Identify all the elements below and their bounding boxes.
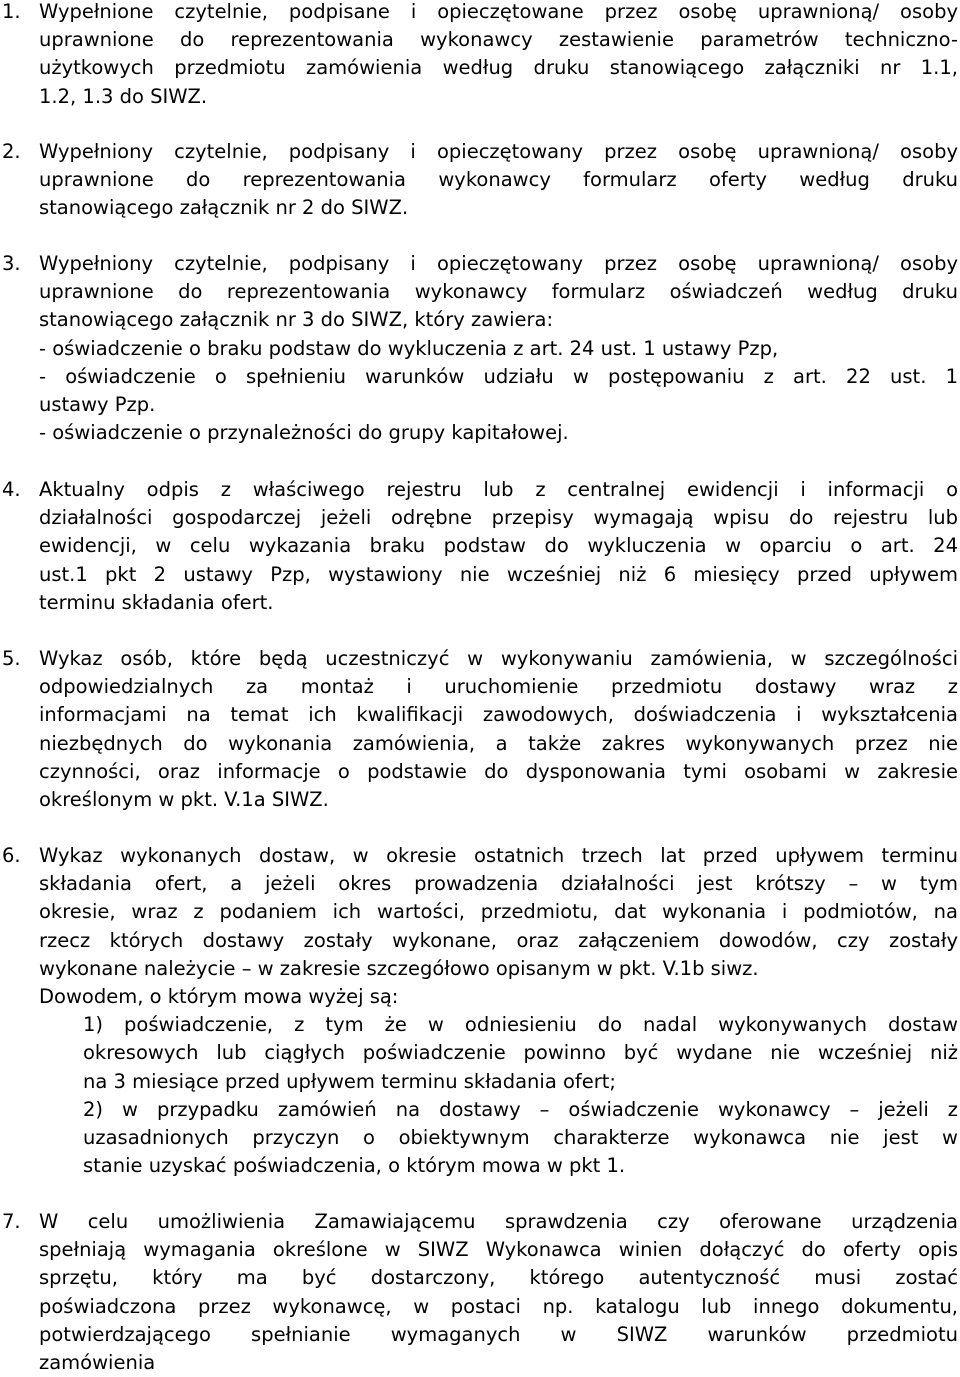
text-line: poświadczona przez wykonawcę, w postaci np. katalogu lub innego dokumentu, (39, 1294, 958, 1318)
text-line: stanie uzyskać poświadczenia, o którym mowa w pkt 1. (83, 1154, 626, 1178)
text-line: czynności, oraz informacje o podstawie do dysponowania tymi osobami w zakresie (39, 759, 958, 783)
text-line: W celu umożliwienia Zamawiającemu sprawdzenia czy oferowane urządzenia (39, 1210, 958, 1233)
list-item-6 (0, 842, 958, 1180)
sub-item-2 (83, 1096, 958, 1181)
text-line: stanowiącego załącznik nr 2 do SIWZ. (39, 196, 409, 220)
text-line: stanowiącego załącznik nr 3 do SIWZ, który zawiera: (39, 308, 554, 332)
text-line: użytkowych przedmiotu zamówienia według druku stanowiącego załączniki nr 1.1, (39, 56, 958, 80)
text-line: informacjami na temat ich kwalifikacji zawodowych, doświadczenia i wykształcenia (39, 703, 958, 727)
text-line: uprawnione do reprezentowania wykonawcy zestawienie parametrów techniczno- (39, 28, 958, 52)
item-number: 5. (2, 647, 21, 670)
text-line: 1) poświadczenie, z tym że w odniesieniu do nadal wykonywanych dostaw (83, 1013, 958, 1037)
text-line: Wykaz wykonanych dostaw, w okresie ostatnich trzech lat przed upływem terminu (39, 844, 958, 867)
list-item-3 (0, 250, 958, 447)
text-line: uzasadnionych przyczyn o obiektywnym charakterze wykonawca nie jest w (83, 1126, 958, 1150)
text-line: Wypełnione czytelnie, podpisane i opieczętowane przez osobę uprawnioną/ osoby (39, 0, 958, 23)
text-line: uprawnione do reprezentowania wykonawcy formularz oświadczeń według druku (39, 280, 958, 304)
text-line: na 3 miesiące przed upływem terminu składania ofert; (83, 1069, 616, 1093)
text-line: - oświadczenie o braku podstaw do wykluczenia z art. 24 ust. 1 ustawy Pzp, (39, 336, 779, 360)
text-line: niezbędnych do wykonania zamówienia, a także zakres wykonywanych przez nie (39, 731, 958, 755)
text-line: spełniają wymagania określone w SIWZ Wykonawca winien dołączyć do oferty opis (39, 1238, 958, 1262)
list-item-5 (0, 645, 958, 814)
list-item-4 (0, 476, 958, 617)
text-line: Dowodem, o którym mowa wyżej są: (39, 985, 399, 1009)
text-line: zamówienia (39, 1351, 156, 1375)
text-line: działalności gospodarczej jeżeli odrębne przepisy wymagają wpisu do rejestru lub (39, 506, 958, 530)
text-line: terminu składania ofert. (39, 590, 274, 614)
text-line: potwierdzającego spełnianie wymaganych w SIWZ warunków przedmiotu (39, 1322, 958, 1346)
text-line: okresowych lub ciągłych poświadczenie powinno być wydane nie wcześniej niż (83, 1041, 958, 1065)
item-number: 2. (2, 140, 21, 163)
text-line: 2) w przypadku zamówień na dostawy – oświadczenie wykonawcy – jeżeli z (83, 1097, 958, 1121)
item-number: 1. (2, 0, 21, 23)
sub-item-1 (83, 1011, 958, 1096)
text-line: 1.2, 1.3 do SIWZ. (39, 84, 208, 108)
list-item-2 (0, 138, 958, 223)
text-line: Wykaz osób, które będą uczestniczyć w wykonywaniu zamówienia, w szczególności (39, 647, 958, 670)
item-number: 3. (2, 252, 21, 275)
item-number: 6. (2, 844, 21, 867)
text-line: ewidencji, w celu wykazania braku podstaw do wykluczenia w oparciu o art. 24 (39, 534, 958, 558)
list-item-1 (0, 0, 958, 111)
text-line: rzecz których dostawy zostały wykonane, oraz załączeniem dowodów, czy zostały (39, 928, 958, 952)
item-number: 4. (2, 478, 21, 501)
text-line: ustawy Pzp. (39, 393, 156, 417)
text-line: okresie, wraz z podaniem ich wartości, przedmiotu, dat wykonania i podmiotów, na (39, 900, 958, 924)
text-line: odpowiedzialnych za montaż i uruchomienie przedmiotu dostawy wraz z (39, 675, 958, 699)
item-text (39, 842, 958, 1180)
item-text (39, 0, 958, 111)
item-text (39, 645, 958, 814)
text-line: wykonane należycie – w zakresie szczegółowo opisanym w pkt. V.1b siwz. (39, 956, 759, 980)
item-number: 7. (2, 1210, 21, 1233)
item-text (39, 1208, 958, 1377)
text-line: składania ofert, a jeżeli okres prowadzenia działalności jest krótszy – w tym (39, 872, 958, 896)
text-line: - oświadczenie o spełnieniu warunków udziału w postępowaniu z art. 22 ust. 1 (39, 364, 958, 388)
text-line: Wypełniony czytelnie, podpisany i opieczętowany przez osobę uprawnioną/ osoby (39, 252, 958, 275)
text-line: określonym w pkt. V.1a SIWZ. (39, 788, 329, 812)
item-text (39, 250, 958, 447)
text-line: uprawnione do reprezentowania wykonawcy formularz oferty według druku (39, 168, 958, 192)
item-text (39, 138, 958, 223)
text-line: Wypełniony czytelnie, podpisany i opieczętowany przez osobę uprawnioną/ osoby (39, 140, 958, 163)
text-line: Aktualny odpis z właściwego rejestru lub z centralnej ewidencji i informacji o (39, 478, 958, 501)
list-item-7 (0, 1208, 958, 1377)
text-line: sprzętu, który ma być dostarczony, którego autentyczność musi zostać (39, 1266, 958, 1290)
item-text (39, 476, 958, 617)
text-line: ust.1 pkt 2 ustawy Pzp, wystawiony nie wcześniej niż 6 miesięcy przed upływem (39, 562, 958, 586)
text-line: - oświadczenie o przynależności do grupy kapitałowej. (39, 421, 569, 445)
